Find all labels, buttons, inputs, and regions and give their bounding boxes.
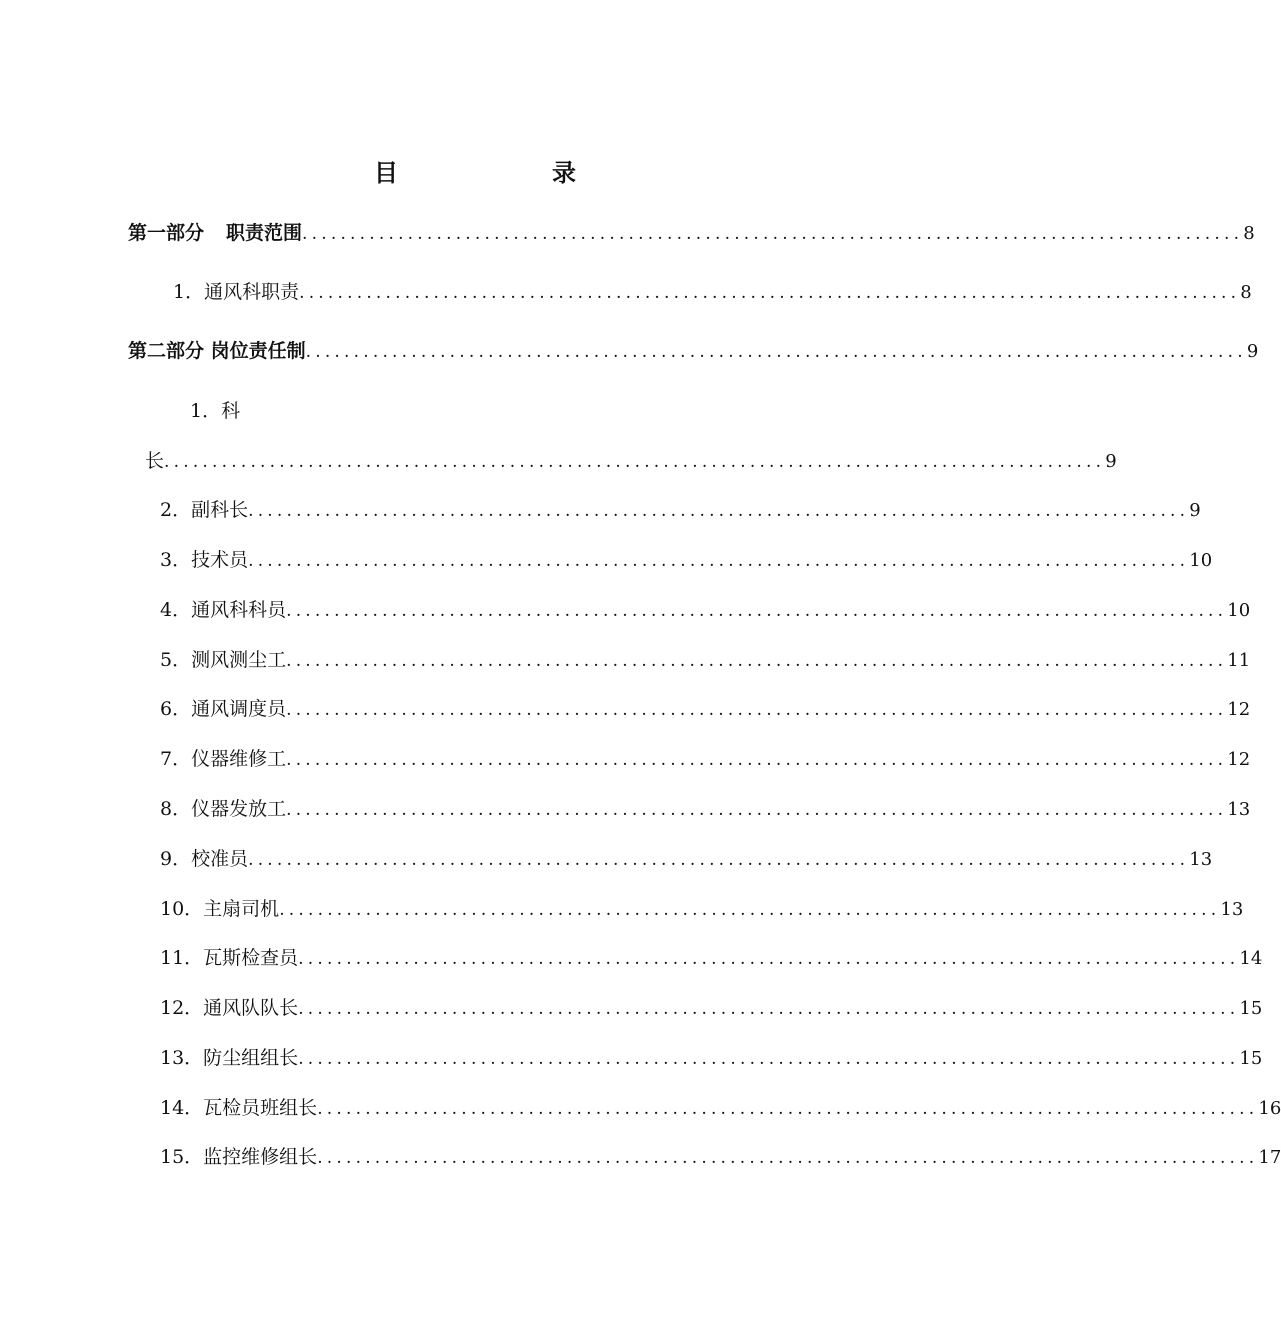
toc-entry-label: 14．瓦检员班组长 — [160, 1097, 318, 1119]
toc-leader-dots: .................................................................................................. — [298, 999, 1240, 1019]
toc-part-number: 第一部分 — [128, 222, 205, 244]
toc-page-number: 16 — [1258, 1098, 1281, 1119]
toc-title-char-2: 录 — [552, 159, 576, 187]
toc-page-number: 11 — [1227, 650, 1251, 671]
toc-entry-item[interactable] — [160, 495, 1201, 525]
toc-leader-dots: .................................................................................................. — [248, 850, 1190, 870]
toc-entry-part-1[interactable] — [128, 218, 1255, 248]
toc-entry-label: 3．技术员 — [160, 549, 249, 571]
toc-page-number: 9 — [1246, 341, 1259, 362]
toc-leader-dots: .................................................................................................. — [286, 601, 1228, 621]
toc-page-number: 9 — [1189, 500, 1201, 521]
toc-leader-dots: .................................................................................................. — [298, 1049, 1240, 1069]
toc-leader-dots: .................................................................................................. — [299, 283, 1241, 303]
toc-page-number: 9 — [1105, 451, 1117, 472]
toc-entry-label: 12．通风队队长 — [160, 997, 299, 1019]
toc-leader-dots: .................................................................................................. — [248, 551, 1190, 571]
toc-page-number: 10 — [1189, 550, 1213, 571]
toc-page-number: 13 — [1220, 899, 1244, 920]
toc-page-number: 13 — [1189, 849, 1213, 870]
toc-leader-dots: .................................................................................................. — [317, 1099, 1259, 1119]
toc-entry-item[interactable] — [160, 993, 1263, 1023]
toc-leader-dots: .................................................................................................. — [302, 224, 1244, 244]
toc-entry-label-head[interactable]: 1．科 — [190, 400, 241, 422]
toc-entry-label: 6．通风调度员 — [160, 698, 287, 720]
toc-entry-label: 4．通风科科员 — [160, 599, 287, 621]
toc-page-number: 12 — [1227, 699, 1251, 720]
toc-entry-item[interactable] — [173, 277, 1252, 307]
toc-title-char-1: 目 — [374, 159, 398, 187]
toc-entry-item[interactable] — [160, 894, 1244, 924]
toc-entry-label: 15．监控维修组长 — [160, 1146, 318, 1168]
toc-entry-item[interactable] — [160, 645, 1251, 675]
toc-entry-label: 9．校准员 — [160, 848, 249, 870]
toc-leader-dots: .................................................................................................. — [286, 750, 1228, 770]
toc-entry-item[interactable] — [160, 1142, 1281, 1172]
toc-page-number: 14 — [1239, 948, 1263, 969]
toc-title — [0, 155, 950, 195]
toc-entry-item[interactable] — [145, 446, 1117, 476]
toc-entry-item[interactable] — [160, 794, 1251, 824]
toc-entry-label: 8．仪器发放工 — [160, 798, 287, 820]
toc-entry-item[interactable] — [160, 1043, 1263, 1073]
toc-page-number: 15 — [1239, 1048, 1263, 1069]
toc-entry-label: 11．瓦斯检查员 — [160, 947, 299, 969]
toc-entry-item[interactable] — [160, 844, 1213, 874]
toc-leader-dots: .................................................................................................. — [286, 651, 1228, 671]
toc-entry-item[interactable] — [160, 694, 1251, 724]
toc-leader-dots: .................................................................................................. — [305, 342, 1247, 362]
toc-leader-dots: .................................................................................................. — [317, 1148, 1259, 1168]
toc-leader-dots: .................................................................................................. — [286, 800, 1228, 820]
toc-entry-label: 10．主扇司机 — [160, 898, 280, 920]
toc-part-title: 职责范围 — [226, 222, 303, 244]
toc-leader-dots: .................................................................................................. — [279, 900, 1221, 920]
toc-entry-label: 2．副科长 — [160, 499, 249, 521]
toc-entry-item[interactable] — [160, 1093, 1281, 1123]
toc-page-number: 13 — [1227, 799, 1251, 820]
toc-leader-dots: .................................................................................................. — [164, 452, 1106, 472]
toc-entry-label: 7．仪器维修工 — [160, 748, 287, 770]
toc-page-number: 12 — [1227, 749, 1251, 770]
toc-page-number: 8 — [1243, 223, 1255, 244]
toc-entry-label: 1．通风科职责 — [173, 281, 300, 303]
toc-entry-part-2[interactable] — [128, 336, 1259, 366]
toc-leader-dots: .................................................................................................. — [298, 949, 1240, 969]
toc-entry-item[interactable] — [160, 744, 1251, 774]
toc-page-number: 8 — [1240, 282, 1252, 303]
toc-part-title: 第二部分 岗位责任制 — [128, 340, 306, 362]
toc-page-number: 10 — [1227, 600, 1251, 621]
toc-leader-dots: .................................................................................................. — [286, 700, 1228, 720]
toc-page-number: 15 — [1239, 998, 1263, 1019]
toc-entry-item[interactable] — [160, 943, 1263, 973]
toc-entry-item[interactable] — [160, 545, 1213, 575]
toc-entry-label: 长 — [145, 450, 165, 472]
toc-entry-item[interactable] — [160, 595, 1251, 625]
toc-entry-label: 13．防尘组组长 — [160, 1047, 299, 1069]
toc-entry-label: 5．测风测尘工 — [160, 649, 287, 671]
toc-page-number: 17 — [1258, 1147, 1281, 1168]
toc-leader-dots: .................................................................................................. — [248, 501, 1190, 521]
